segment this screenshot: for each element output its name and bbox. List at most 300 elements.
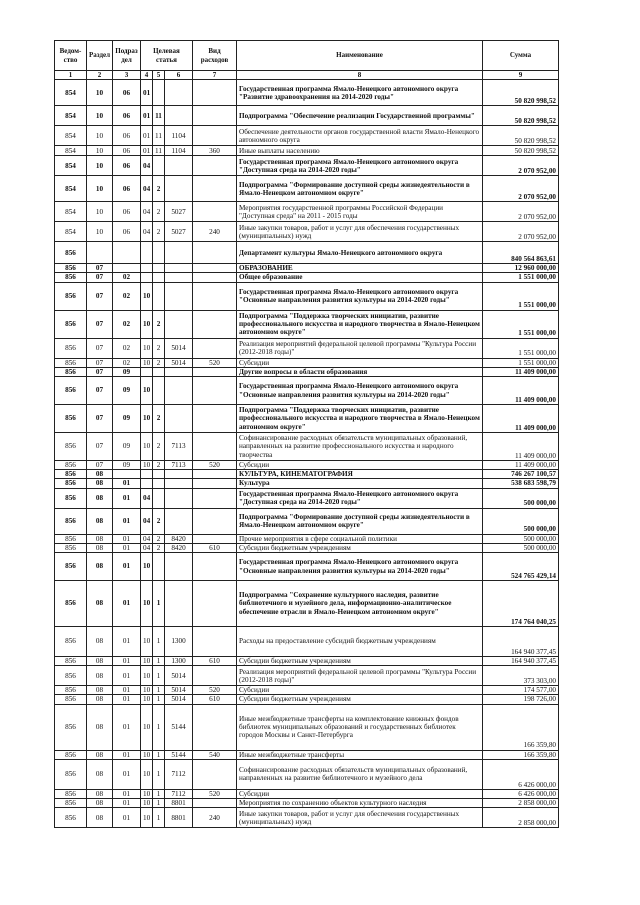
- cell-target-subprogram: 1: [153, 695, 165, 704]
- cell-target-code: 1104: [165, 146, 193, 156]
- cell-naimenovanie: Реализация мероприятий федеральной целевой программы "Культура России (2012-2018 годы)": [237, 338, 483, 358]
- table-row: [55, 657, 559, 666]
- cell-target-code: 7112: [165, 759, 193, 789]
- table-row: [55, 508, 559, 534]
- cell-summa: 50 820 998,52: [483, 80, 559, 106]
- cell-target-code: 1300: [165, 657, 193, 666]
- cell-summa: 174 577,00: [483, 686, 559, 695]
- cell-naimenovanie: Государственная программа Ямало-Ненецкого автономного округа "Основные направления развития культуры на 2014-2020 годы": [237, 553, 483, 581]
- cell-vedomstvo: 856: [55, 789, 87, 798]
- cell-podrazdel: 06: [113, 202, 141, 222]
- cell-razdel: 07: [87, 461, 113, 470]
- table-row: [55, 264, 559, 273]
- cell-target-program: 04: [141, 508, 153, 534]
- header-number: 6: [165, 71, 193, 80]
- cell-target-code: [165, 310, 193, 338]
- table-row: [55, 704, 559, 750]
- table-row: [55, 581, 559, 627]
- cell-target-program: [141, 367, 153, 376]
- cell-summa: 11 409 000,00: [483, 461, 559, 470]
- cell-target-subprogram: 1: [153, 808, 165, 828]
- cell-vid-raskhodov: 520: [193, 686, 237, 695]
- cell-naimenovanie: Подпрограмма "Формирование доступной среды жизнедеятельности в Ямало-Ненецком автономном округе": [237, 176, 483, 202]
- cell-vid-raskhodov: [193, 433, 237, 461]
- cell-summa: 2 070 952,00: [483, 202, 559, 222]
- cell-target-program: 10: [141, 377, 153, 405]
- cell-razdel: 07: [87, 377, 113, 405]
- cell-target-program: 10: [141, 799, 153, 808]
- cell-naimenovanie: Субсидии: [237, 686, 483, 695]
- cell-summa: 164 940 377,45: [483, 627, 559, 657]
- cell-summa: 6 426 000,00: [483, 759, 559, 789]
- table-row: [55, 534, 559, 543]
- cell-razdel: 08: [87, 789, 113, 798]
- cell-naimenovanie: Реализация мероприятий федеральной целевой программы "Культура России (2012-2018 годы)": [237, 666, 483, 686]
- cell-podrazdel: [113, 264, 141, 273]
- cell-podrazdel: 06: [113, 222, 141, 242]
- cell-target-program: 10: [141, 627, 153, 657]
- cell-target-code: 5144: [165, 750, 193, 759]
- cell-vid-raskhodov: [193, 553, 237, 581]
- cell-vid-raskhodov: [193, 627, 237, 657]
- cell-naimenovanie: Субсидии: [237, 461, 483, 470]
- cell-target-code: 5144: [165, 704, 193, 750]
- cell-target-code: 7113: [165, 461, 193, 470]
- cell-vedomstvo: 856: [55, 338, 87, 358]
- cell-naimenovanie: КУЛЬТУРА, КИНЕМАТОГРАФИЯ: [237, 470, 483, 479]
- cell-target-code: [165, 377, 193, 405]
- table-row: [55, 686, 559, 695]
- cell-razdel: 10: [87, 202, 113, 222]
- header-number: 8: [237, 71, 483, 80]
- cell-naimenovanie: Государственная программа Ямало-Ненецкого автономного округа "Основные направления развития культуры на 2014-2020 годы": [237, 282, 483, 310]
- cell-razdel: 07: [87, 338, 113, 358]
- cell-target-code: 8420: [165, 543, 193, 552]
- cell-target-code: [165, 367, 193, 376]
- cell-target-program: 04: [141, 534, 153, 543]
- cell-razdel: 08: [87, 704, 113, 750]
- table-row: [55, 553, 559, 581]
- cell-naimenovanie: Общее образование: [237, 273, 483, 282]
- table-row: [55, 789, 559, 798]
- cell-naimenovanie: Государственная программа Ямало-Ненецкого автономного округа "Доступная среда на 2014-2020 годы": [237, 156, 483, 176]
- cell-summa: 50 820 998,52: [483, 106, 559, 126]
- cell-vid-raskhodov: [193, 534, 237, 543]
- cell-razdel: 08: [87, 799, 113, 808]
- cell-vid-raskhodov: [193, 405, 237, 433]
- cell-podrazdel: 02: [113, 358, 141, 367]
- cell-vid-raskhodov: [193, 367, 237, 376]
- cell-podrazdel: 06: [113, 126, 141, 146]
- header-number: 5: [153, 71, 165, 80]
- table-row: [55, 750, 559, 759]
- cell-target-code: [165, 479, 193, 488]
- cell-target-subprogram: [153, 367, 165, 376]
- cell-naimenovanie: Обеспечение деятельности органов государственной власти Ямало-Ненецкого автономного округа: [237, 126, 483, 146]
- cell-vedomstvo: 856: [55, 405, 87, 433]
- cell-vid-raskhodov: [193, 202, 237, 222]
- cell-summa: 2 070 952,00: [483, 176, 559, 202]
- cell-vedomstvo: 856: [55, 488, 87, 508]
- cell-vedomstvo: 856: [55, 367, 87, 376]
- cell-razdel: 07: [87, 367, 113, 376]
- cell-razdel: 08: [87, 581, 113, 627]
- cell-target-program: 04: [141, 156, 153, 176]
- cell-vid-raskhodov: [193, 581, 237, 627]
- cell-target-code: 5027: [165, 222, 193, 242]
- cell-target-subprogram: 2: [153, 433, 165, 461]
- table-row: [55, 222, 559, 242]
- cell-target-subprogram: 1: [153, 581, 165, 627]
- cell-summa: 6 426 000,00: [483, 789, 559, 798]
- cell-target-code: [165, 264, 193, 273]
- cell-target-code: [165, 488, 193, 508]
- cell-podrazdel: 01: [113, 657, 141, 666]
- cell-vedomstvo: 856: [55, 543, 87, 552]
- table-row: [55, 461, 559, 470]
- cell-vid-raskhodov: [193, 282, 237, 310]
- table-row: [55, 80, 559, 106]
- header-number: 2: [87, 71, 113, 80]
- cell-razdel: 08: [87, 627, 113, 657]
- cell-vedomstvo: 856: [55, 581, 87, 627]
- cell-target-subprogram: 2: [153, 508, 165, 534]
- cell-target-subprogram: 1: [153, 799, 165, 808]
- cell-podrazdel: 01: [113, 553, 141, 581]
- cell-razdel: 08: [87, 479, 113, 488]
- cell-target-program: 10: [141, 358, 153, 367]
- cell-target-subprogram: [153, 273, 165, 282]
- cell-summa: 1 551 000,00: [483, 273, 559, 282]
- cell-vid-raskhodov: 610: [193, 695, 237, 704]
- cell-target-code: [165, 106, 193, 126]
- cell-razdel: 08: [87, 657, 113, 666]
- cell-vedomstvo: 856: [55, 273, 87, 282]
- header-number: 7: [193, 71, 237, 80]
- cell-naimenovanie: Государственная программа Ямало-Ненецкого автономного округа "Основные направления развития культуры на 2014-2020 годы": [237, 377, 483, 405]
- cell-naimenovanie: Подпрограмма "Поддержка творческих инициатив, развитие профессионального искусства и народного творчества в Ямало-Ненецком автономном округе": [237, 405, 483, 433]
- cell-naimenovanie: Прочие мероприятия в сфере социальной политики: [237, 534, 483, 543]
- cell-naimenovanie: Расходы на предоставление субсидий бюджетным учреждениям: [237, 627, 483, 657]
- cell-target-program: 10: [141, 666, 153, 686]
- cell-target-program: 10: [141, 433, 153, 461]
- cell-target-program: 10: [141, 338, 153, 358]
- cell-target-program: 10: [141, 750, 153, 759]
- cell-target-program: 10: [141, 808, 153, 828]
- cell-vedomstvo: 854: [55, 126, 87, 146]
- cell-razdel: 08: [87, 695, 113, 704]
- cell-target-code: [165, 176, 193, 202]
- cell-summa: 2 858 000,00: [483, 799, 559, 808]
- cell-target-subprogram: 11: [153, 126, 165, 146]
- cell-summa: 50 820 998,52: [483, 146, 559, 156]
- table-row: [55, 176, 559, 202]
- cell-summa: 500 000,00: [483, 488, 559, 508]
- table-row: [55, 358, 559, 367]
- cell-summa: 166 359,80: [483, 704, 559, 750]
- cell-razdel: 08: [87, 534, 113, 543]
- cell-vedomstvo: 854: [55, 202, 87, 222]
- cell-target-program: [141, 479, 153, 488]
- cell-target-code: [165, 156, 193, 176]
- cell-summa: 538 683 598,79: [483, 479, 559, 488]
- cell-podrazdel: 01: [113, 666, 141, 686]
- cell-target-subprogram: 11: [153, 146, 165, 156]
- cell-target-subprogram: [153, 470, 165, 479]
- cell-vid-raskhodov: [193, 176, 237, 202]
- cell-naimenovanie: Субсидии: [237, 358, 483, 367]
- cell-target-code: 7113: [165, 433, 193, 461]
- cell-target-program: 10: [141, 461, 153, 470]
- cell-podrazdel: 02: [113, 282, 141, 310]
- cell-vedomstvo: 856: [55, 666, 87, 686]
- cell-razdel: 07: [87, 273, 113, 282]
- table-row: [55, 282, 559, 310]
- cell-target-subprogram: 2: [153, 405, 165, 433]
- cell-target-program: [141, 264, 153, 273]
- table-row: [55, 273, 559, 282]
- cell-target-subprogram: 2: [153, 310, 165, 338]
- cell-target-program: 10: [141, 405, 153, 433]
- cell-summa: 2 858 000,00: [483, 808, 559, 828]
- cell-vid-raskhodov: [193, 338, 237, 358]
- cell-podrazdel: 01: [113, 695, 141, 704]
- cell-target-subprogram: 1: [153, 704, 165, 750]
- cell-target-code: [165, 581, 193, 627]
- cell-razdel: 07: [87, 358, 113, 367]
- cell-target-subprogram: [153, 377, 165, 405]
- table-row: [55, 405, 559, 433]
- cell-razdel: 07: [87, 433, 113, 461]
- cell-target-subprogram: 1: [153, 686, 165, 695]
- cell-summa: 373 303,00: [483, 666, 559, 686]
- cell-target-program: 04: [141, 202, 153, 222]
- cell-summa: 1 551 000,00: [483, 282, 559, 310]
- table-row: [55, 310, 559, 338]
- cell-target-program: 10: [141, 581, 153, 627]
- cell-summa: 500 000,00: [483, 508, 559, 534]
- cell-podrazdel: 02: [113, 273, 141, 282]
- table-row: [55, 202, 559, 222]
- cell-target-subprogram: 1: [153, 789, 165, 798]
- cell-razdel: 08: [87, 470, 113, 479]
- cell-target-subprogram: [153, 264, 165, 273]
- cell-razdel: 10: [87, 106, 113, 126]
- cell-vedomstvo: 856: [55, 695, 87, 704]
- cell-vid-raskhodov: [193, 80, 237, 106]
- cell-target-program: 10: [141, 657, 153, 666]
- cell-summa: 174 764 040,25: [483, 581, 559, 627]
- cell-vedomstvo: 856: [55, 310, 87, 338]
- table-row: [55, 433, 559, 461]
- cell-vedomstvo: 856: [55, 704, 87, 750]
- cell-summa: 840 564 863,61: [483, 242, 559, 264]
- cell-target-code: 8801: [165, 808, 193, 828]
- cell-target-code: 5014: [165, 358, 193, 367]
- cell-target-program: 01: [141, 146, 153, 156]
- cell-summa: 164 940 377,45: [483, 657, 559, 666]
- cell-summa: 50 820 998,52: [483, 126, 559, 146]
- table-row: [55, 242, 559, 264]
- cell-vedomstvo: 856: [55, 799, 87, 808]
- cell-vedomstvo: 854: [55, 222, 87, 242]
- cell-target-program: 04: [141, 176, 153, 202]
- cell-vid-raskhodov: 240: [193, 222, 237, 242]
- cell-vid-raskhodov: 520: [193, 789, 237, 798]
- table-row: [55, 367, 559, 376]
- budget-table-sheet: [54, 40, 558, 828]
- table-row: [55, 695, 559, 704]
- cell-vid-raskhodov: [193, 799, 237, 808]
- cell-vid-raskhodov: [193, 759, 237, 789]
- cell-podrazdel: 06: [113, 176, 141, 202]
- cell-vid-raskhodov: [193, 488, 237, 508]
- cell-naimenovanie: Другие вопросы в области образования: [237, 367, 483, 376]
- cell-podrazdel: 09: [113, 405, 141, 433]
- table-row: [55, 543, 559, 552]
- cell-target-subprogram: [153, 553, 165, 581]
- cell-naimenovanie: Подпрограмма "Обеспечение реализации Государственной программы": [237, 106, 483, 126]
- cell-vid-raskhodov: 610: [193, 657, 237, 666]
- cell-vid-raskhodov: [193, 126, 237, 146]
- cell-razdel: 10: [87, 156, 113, 176]
- cell-summa: 746 267 100,57: [483, 470, 559, 479]
- cell-target-subprogram: 2: [153, 202, 165, 222]
- cell-razdel: 07: [87, 282, 113, 310]
- cell-target-subprogram: 2: [153, 222, 165, 242]
- table-row: [55, 156, 559, 176]
- cell-target-code: [165, 405, 193, 433]
- cell-naimenovanie: Мероприятия государственной программы Российской Федерации "Доступная среда" на 2011 - 2015 годы: [237, 202, 483, 222]
- cell-summa: 524 765 429,14: [483, 553, 559, 581]
- cell-vedomstvo: 854: [55, 146, 87, 156]
- cell-target-program: 01: [141, 126, 153, 146]
- cell-podrazdel: 01: [113, 750, 141, 759]
- cell-vedomstvo: 856: [55, 433, 87, 461]
- cell-razdel: 08: [87, 508, 113, 534]
- cell-razdel: 10: [87, 126, 113, 146]
- cell-summa: 11 409 000,00: [483, 433, 559, 461]
- cell-target-code: 8420: [165, 534, 193, 543]
- cell-vedomstvo: 856: [55, 264, 87, 273]
- cell-podrazdel: 09: [113, 433, 141, 461]
- cell-razdel: 08: [87, 666, 113, 686]
- cell-target-subprogram: 2: [153, 176, 165, 202]
- table-row: [55, 759, 559, 789]
- cell-vedomstvo: 856: [55, 461, 87, 470]
- cell-naimenovanie: ОБРАЗОВАНИЕ: [237, 264, 483, 273]
- table-row: [55, 666, 559, 686]
- cell-vedomstvo: 856: [55, 759, 87, 789]
- cell-podrazdel: 09: [113, 367, 141, 376]
- cell-podrazdel: 06: [113, 80, 141, 106]
- cell-vedomstvo: 854: [55, 156, 87, 176]
- cell-target-program: 10: [141, 282, 153, 310]
- cell-target-program: 10: [141, 789, 153, 798]
- cell-target-subprogram: [153, 242, 165, 264]
- cell-naimenovanie: Подпрограмма "Поддержка творческих инициатив, развитие профессионального искусства и народного творчества в Ямало-Ненецком автономном округе": [237, 310, 483, 338]
- cell-podrazdel: 01: [113, 686, 141, 695]
- cell-vid-raskhodov: 520: [193, 358, 237, 367]
- cell-target-code: [165, 508, 193, 534]
- header-number: 4: [141, 71, 153, 80]
- cell-podrazdel: 01: [113, 627, 141, 657]
- cell-vedomstvo: 856: [55, 479, 87, 488]
- cell-vid-raskhodov: [193, 106, 237, 126]
- cell-razdel: 10: [87, 222, 113, 242]
- cell-summa: 11 409 000,00: [483, 377, 559, 405]
- table-row: [55, 799, 559, 808]
- cell-naimenovanie: Иные закупки товаров, работ и услуг для обеспечения государственных (муниципальных) нужд: [237, 808, 483, 828]
- cell-target-subprogram: 1: [153, 657, 165, 666]
- cell-naimenovanie: Иные выплаты населению: [237, 146, 483, 156]
- table-row: [55, 146, 559, 156]
- cell-razdel: 07: [87, 310, 113, 338]
- cell-target-subprogram: 1: [153, 627, 165, 657]
- cell-podrazdel: 01: [113, 581, 141, 627]
- cell-razdel: 10: [87, 146, 113, 156]
- cell-razdel: 08: [87, 686, 113, 695]
- table-row: [55, 627, 559, 657]
- cell-vid-raskhodov: [193, 479, 237, 488]
- cell-razdel: 08: [87, 553, 113, 581]
- header-vedomstvo: Ведом-ство: [55, 41, 87, 71]
- cell-vid-raskhodov: 520: [193, 461, 237, 470]
- cell-target-code: 1300: [165, 627, 193, 657]
- cell-vid-raskhodov: 610: [193, 543, 237, 552]
- cell-razdel: 10: [87, 80, 113, 106]
- cell-razdel: 08: [87, 543, 113, 552]
- header-naimenovanie: Наименование: [237, 41, 483, 71]
- table-row: [55, 808, 559, 828]
- cell-target-code: 5014: [165, 666, 193, 686]
- cell-vid-raskhodov: [193, 470, 237, 479]
- cell-summa: 11 409 000,00: [483, 367, 559, 376]
- cell-podrazdel: 01: [113, 508, 141, 534]
- cell-vedomstvo: 854: [55, 80, 87, 106]
- cell-vid-raskhodov: [193, 242, 237, 264]
- cell-vedomstvo: 856: [55, 358, 87, 367]
- cell-vedomstvo: 856: [55, 808, 87, 828]
- cell-razdel: [87, 242, 113, 264]
- cell-target-code: 1104: [165, 126, 193, 146]
- cell-razdel: 08: [87, 759, 113, 789]
- cell-vid-raskhodov: [193, 666, 237, 686]
- cell-vedomstvo: 856: [55, 282, 87, 310]
- cell-target-code: [165, 273, 193, 282]
- cell-vedomstvo: 856: [55, 470, 87, 479]
- cell-vedomstvo: 854: [55, 106, 87, 126]
- cell-naimenovanie: Субсидии бюджетным учреждениям: [237, 695, 483, 704]
- cell-naimenovanie: Мероприятия по сохранению объектов культурного наследия: [237, 799, 483, 808]
- cell-target-subprogram: 2: [153, 543, 165, 552]
- budget-table: [54, 40, 559, 828]
- cell-target-code: [165, 553, 193, 581]
- header-number: 3: [113, 71, 141, 80]
- cell-summa: 1 551 000,00: [483, 358, 559, 367]
- cell-podrazdel: [113, 242, 141, 264]
- cell-razdel: 08: [87, 808, 113, 828]
- cell-vid-raskhodov: [193, 264, 237, 273]
- cell-target-code: [165, 242, 193, 264]
- cell-target-program: 04: [141, 222, 153, 242]
- cell-naimenovanie: Субсидии бюджетным учреждениям: [237, 657, 483, 666]
- cell-vedomstvo: 856: [55, 627, 87, 657]
- cell-target-program: 01: [141, 80, 153, 106]
- cell-naimenovanie: Софинансирование расходных обязательств муниципальных образований, направленных на развитие библиотечного и музейного дела: [237, 759, 483, 789]
- table-row: [55, 479, 559, 488]
- cell-target-code: [165, 80, 193, 106]
